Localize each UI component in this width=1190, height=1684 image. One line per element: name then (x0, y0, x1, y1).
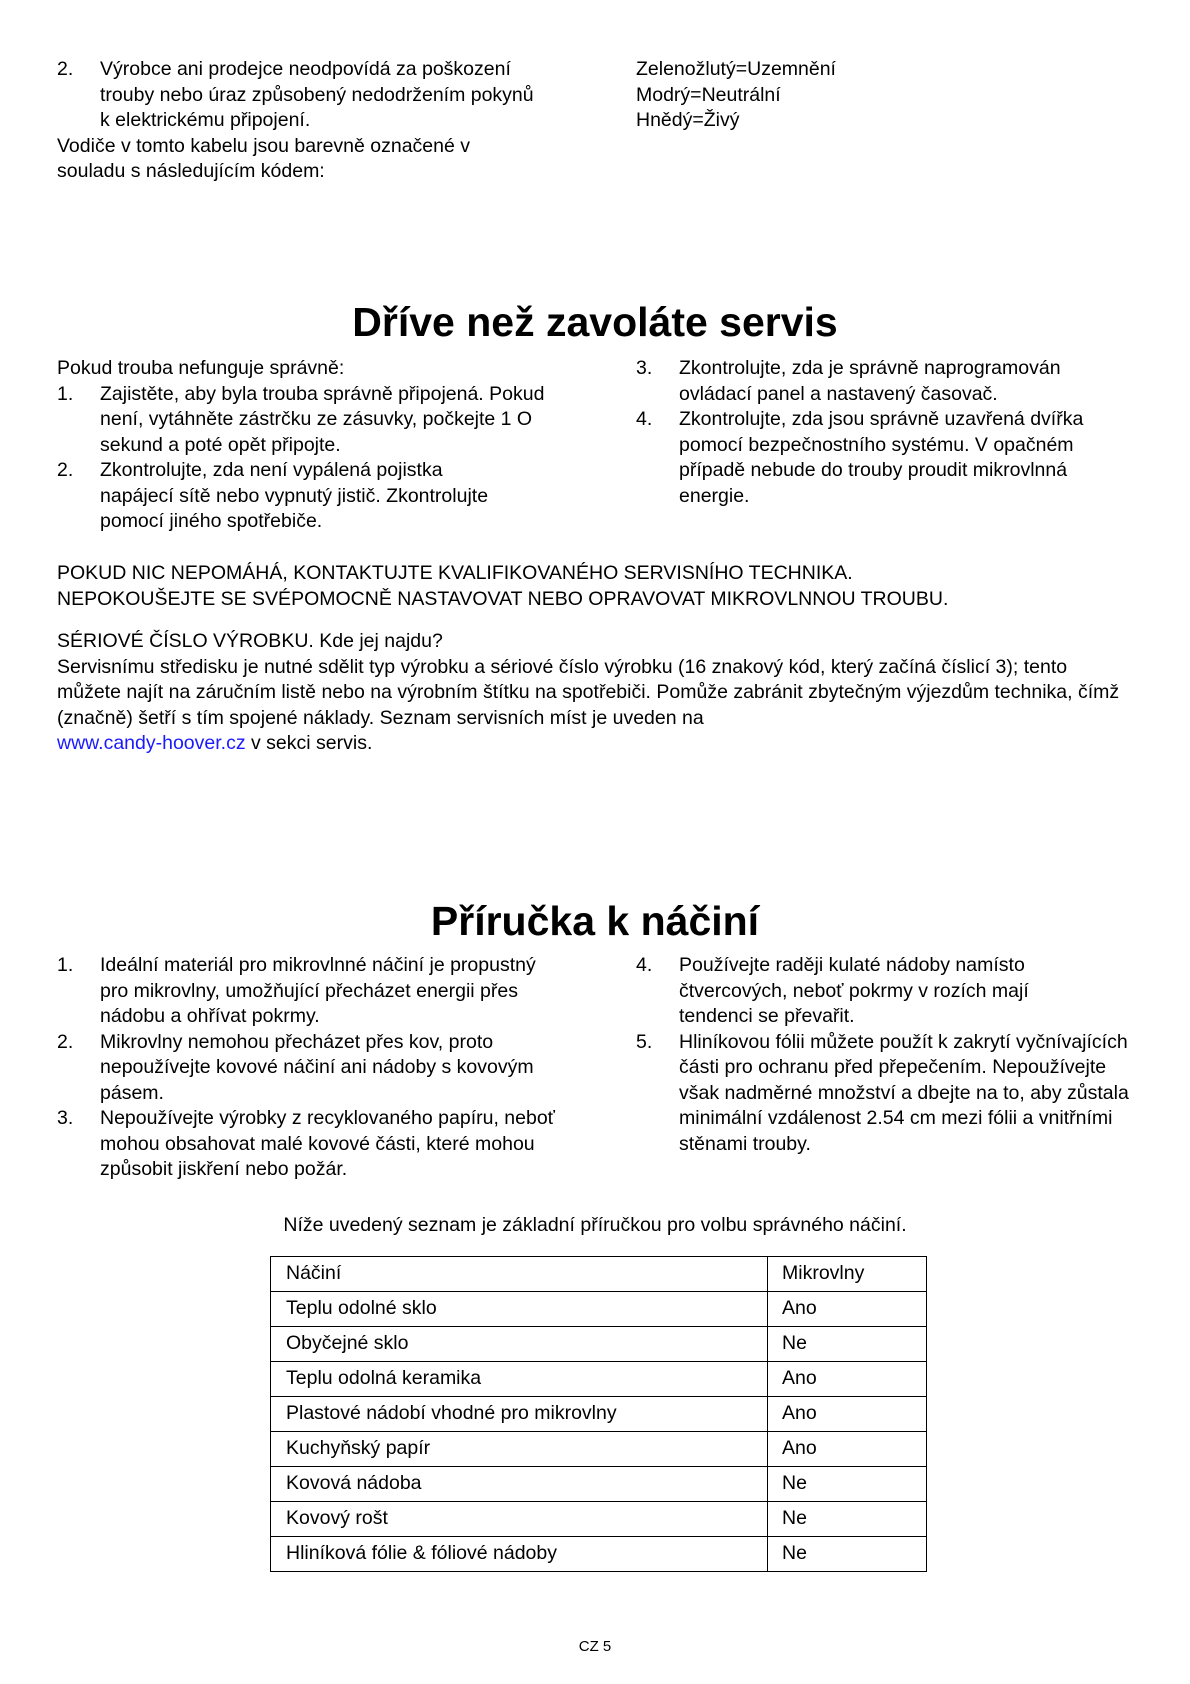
top-left-block (57, 57, 577, 185)
item-text: Zkontrolujte, zda je správně naprogramován ovládací panel a nastavený časovač. (679, 357, 1061, 405)
section-title-cookware: Příručka k náčiní (430, 898, 760, 944)
item-text: Ideální materiál pro mikrovlnné náčiní je propustný pro mikrovlny, umožňující přecházet energii přes nádobu a ohřívat pokrmy. (100, 954, 536, 1027)
cell-value: Ano (768, 1397, 927, 1432)
item-number: 3. (636, 357, 653, 379)
service-right (636, 356, 1146, 509)
table-row (271, 1397, 927, 1432)
color-codes (636, 57, 836, 134)
list-item (636, 407, 1129, 509)
list-item (57, 1030, 550, 1107)
list-item (636, 356, 1099, 407)
code-neutral: Modrý=Neutrální (636, 83, 781, 106)
table-row (271, 1362, 927, 1397)
list-item (636, 953, 1099, 1030)
service-link[interactable]: www.candy-hoover.cz (57, 732, 246, 754)
table-row (271, 1327, 927, 1362)
item-number: 4. (636, 954, 653, 976)
item-number: 1. (57, 382, 74, 405)
section-title-service: Dříve než zavoláte servis (352, 299, 838, 345)
list-item (636, 1030, 1144, 1158)
wiring-paragraph: Vodiče v tomto kabelu jsou barevně označené v souladu s následujícím kódem: (57, 134, 471, 182)
cell-item: Kovový rošt (271, 1502, 768, 1537)
service-left (57, 356, 567, 535)
serial-body: Servisnímu středisku je nutné sdělit typ výrobku a sériové číslo výrobku (16 znakový kód, který začíná číslicí 3); tento můžete najít na záručním listě nebo na výrobním štítku na spotřebiči. Pomůže zabránit zbytečným výjezdům technika, čímž (značně) šetří s tím spojené náklady. Seznam servisních míst je uveden na (57, 655, 1120, 729)
code-live: Hnědý=Živý (636, 109, 740, 131)
item-text: Používejte raději kulaté nádoby namísto čtvercových, neboť pokrmy v rozích mají tendenci se převařit. (679, 954, 1029, 1027)
serial-heading: SÉRIOVÉ ČÍSLO VÝROBKU. Kde jej najdu? (57, 630, 443, 652)
cell-item: Obyčejné sklo (271, 1327, 768, 1362)
item-text: Mikrovlny nemohou přecházet přes kov, proto nepoužívejte kovové náčiní ani nádoby s kovovým pásem. (100, 1030, 534, 1104)
code-ground: Zelenožlutý=Uzemnění (636, 58, 836, 80)
item-number: 5. (636, 1030, 653, 1053)
warning-line: NEPOKOUŠEJTE SE SVÉPOMOCNĚ NASTAVOVAT NEBO OPRAVOVAT MIKROVLNNOU TROUBU. (57, 587, 949, 610)
page-number: CZ 5 (578, 1638, 612, 1655)
cell-value: Ne (768, 1467, 927, 1502)
serial-tail: v sekci servis. (245, 732, 373, 754)
table-row (271, 1432, 927, 1467)
list-item (57, 382, 567, 459)
table-row (271, 1537, 927, 1572)
header-cell: Mikrovlny (768, 1257, 927, 1292)
item-text: Výrobce ani prodejce neodpovídá za poškození trouby nebo úraz způsobený nedodržením pokynů k elektrickému připojení. (100, 58, 534, 131)
cell-item: Plastové nádobí vhodné pro mikrovlny (271, 1397, 768, 1432)
item-number: 3. (57, 1107, 74, 1129)
cookware-left (57, 953, 577, 1183)
list-item (57, 1106, 560, 1183)
item-number: 4. (636, 408, 653, 430)
cell-item: Teplu odolná keramika (271, 1362, 768, 1397)
cell-value: Ano (768, 1362, 927, 1397)
table-intro: Níže uvedený seznam je základní příručkou pro volbu správného náčiní. (283, 1214, 907, 1236)
item-text: Zkontrolujte, zda není vypálená pojistka napájecí sítě nebo vypnutý jistič. Zkontrolujte pomocí jiného spotřebiče. (100, 459, 489, 532)
serial-text (57, 655, 1122, 757)
item-text: Hliníkovou fólii můžete použít k zakrytí vyčnívajících části pro ochranu před přepečením. Nepoužívejte však nadměrné množství a dbejte na to, aby zůstala minimální vzdálenost 2.54 cm mezi fólii a vnitřními stěnami trouby. (679, 1030, 1129, 1155)
item-number: 2. (57, 58, 74, 80)
item-text: Zkontrolujte, zda jsou správně uzavřená dvířka pomocí bezpečnostního systému. V opačném případě nebude do trouby proudit mikrovlnná energie. (679, 408, 1084, 507)
cookware-table (270, 1256, 927, 1572)
service-intro: Pokud trouba nefunguje správně: (57, 357, 345, 379)
item-number: 2. (57, 1030, 74, 1053)
list-item (57, 953, 550, 1030)
item-number: 1. (57, 954, 74, 976)
list-item (57, 458, 520, 535)
cell-item: Kovová nádoba (271, 1467, 768, 1502)
table-row (271, 1502, 927, 1537)
cell-item: Hliníková fólie & fóliové nádoby (271, 1537, 768, 1572)
cell-item: Teplu odolné sklo (271, 1292, 768, 1327)
cell-value: Ano (768, 1432, 927, 1467)
table-row (271, 1292, 927, 1327)
cell-value: Ne (768, 1502, 927, 1537)
header-cell: Náčiní (271, 1257, 768, 1292)
serial-block (57, 629, 1122, 757)
cell-value: Ne (768, 1537, 927, 1572)
warning-block (57, 561, 1157, 612)
item-text: Nepoužívejte výrobky z recyklovaného papíru, neboť mohou obsahovat malé kovové části, které mohou způsobit jiskření nebo požár. (100, 1107, 555, 1180)
cell-value: Ano (768, 1292, 927, 1327)
item-text: Zajistěte, aby byla trouba správně připojená. Pokud není, vytáhněte zástrčku ze zásuvky, počkejte 1 O sekund a poté opět připojte. (100, 382, 545, 456)
cell-item: Kuchyňský papír (271, 1432, 768, 1467)
table-header-row (271, 1257, 927, 1292)
cell-value: Ne (768, 1327, 927, 1362)
table-row (271, 1467, 927, 1502)
warning-line: POKUD NIC NEPOMÁHÁ, KONTAKTUJTE KVALIFIKOVANÉHO SERVISNÍHO TECHNIKA. (57, 562, 853, 584)
item-number: 2. (57, 459, 74, 481)
list-item (57, 57, 545, 134)
cookware-right (636, 953, 1156, 1157)
